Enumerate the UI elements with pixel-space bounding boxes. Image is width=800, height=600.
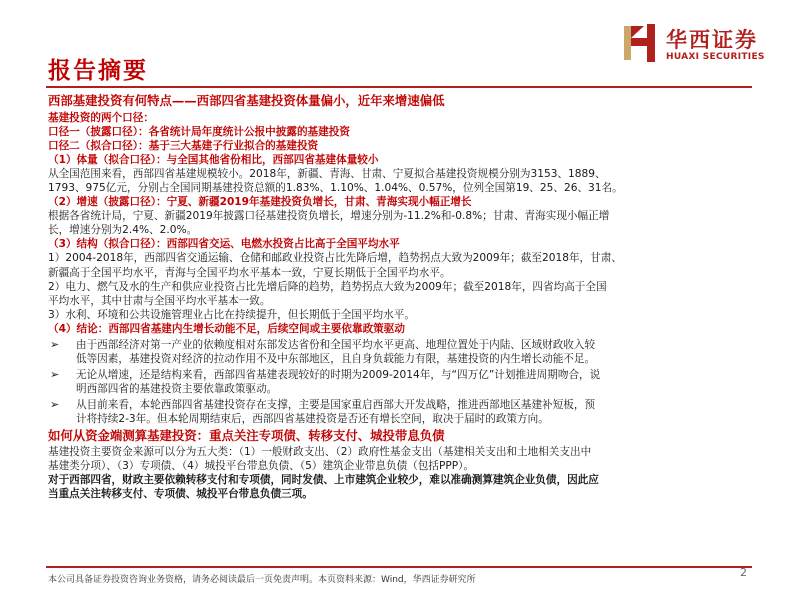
bullet-line: 由于西部经济对第一产业的依赖度相对东部发达省份和全国平均水平更高、地理位置处于内陆、区域财政收入较 [76, 339, 596, 351]
arrow-bullet-icon: ➢ [50, 338, 60, 351]
bullet-line: 无论从增速，还是结构来看，西部四省基建表现较好的时期为2009-2014年，与“四万亿”计划推进周期吻合，说 [76, 369, 601, 382]
text-line: 平均水平，其中甘肃与全国平均水平基本一致。 [48, 294, 271, 307]
disclaimer-footer: 本公司具备证券投资咨询业务资格，请务必阅读最后一页免责声明。本页资料来源：Wind，华西证券研究所 [48, 575, 476, 585]
text-line: 基建类分项）、（3）专项债、（4）城投平台带息负债、（5）建筑企业带息负债（包括PPP）。 [48, 460, 475, 473]
text-line: 基建投资主要资金来源可以分为五大类：（1）一般财政支出、（2）政府性基金支出（基建相关支出和土地相关支出中 [48, 446, 592, 459]
bullet-item [48, 398, 752, 426]
text-line: 3）水利、环境和公共设施管理业占比在持续提升，但长期低于全国平均水平。 [48, 308, 415, 321]
funding-section [48, 427, 752, 502]
summary-lines [48, 92, 752, 336]
text-line: 口径二（拟合口径）：基于三大基建子行业拟合的基建投资 [48, 139, 319, 152]
brand-name-cn: 华西证券 [666, 28, 758, 52]
text-line: 基建投资的两个口径： [48, 111, 154, 124]
text-line: 当重点关注转移支付、专项债、城投平台带息负债三项。 [48, 488, 313, 501]
huaxi-logo-icon [622, 22, 658, 64]
text-line: 口径一（披露口径）：各省统计局年度统计公报中披露的基建投资 [48, 125, 350, 138]
bullet-item [48, 368, 752, 396]
bullet-line: 从目前来看，本轮西部四省基建投资存在支撑，主要是国家重启西部大开发战略，推进西部地区基建补短板，预 [76, 399, 596, 412]
text-line: （2）增速（披露口径）：宁夏、新疆2019年基建投资负增长，甘肃、青海实现小幅正增长 [48, 196, 472, 209]
text-line: 根据各省统计局，宁夏、新疆2019年披露口径基建投资负增长，增速分别为-11.2%和-0.8%；甘肃、青海实现小幅正增 [48, 210, 610, 223]
text-line: 长，增速分别为2.4%、2.0%。 [48, 224, 198, 237]
text-line: （1）体量（拟合口径）：与全国其他省份相比，西部四省基建体量较小 [48, 153, 379, 166]
page-number: 2 [740, 566, 747, 579]
footer-divider [46, 566, 752, 568]
text-line: 对于西部四省，财政主要依赖转移支付和专项债，同时发债、上市建筑企业较少，难以准确测算建筑企业负债，因此应 [48, 474, 599, 487]
page-title: 报告摘要 [48, 58, 148, 84]
header-divider [46, 86, 752, 88]
text-line: 如何从资金端测算基建投资：重点关注专项债、转移支付、城投带息负债 [48, 427, 445, 443]
text-line: 2）电力、燃气及水的生产和供应业投资占比先增后降的趋势，趋势拐点大致为2009年；截至2018年，四省均高于全国 [48, 280, 607, 293]
arrow-bullet-icon: ➢ [50, 368, 60, 382]
brand-logo [622, 22, 782, 68]
bullet-line: 计将持续2-3年。但本轮周期结束后，西部四省基建投资是否还有增长空间，取决于届时的政策方向。 [76, 413, 549, 426]
text-line: 从全国范围来看，西部四省基建规模较小。2018年，新疆、青海、甘肃、宁夏拟合基建投资规模分别为3153、1889、 [48, 167, 606, 180]
conclusion-bullets [48, 338, 752, 427]
bullet-line: 明西部四省的基建投资主要依靠政策驱动。 [76, 383, 278, 396]
bullet-line: 低等因素，基建投资对经济的拉动作用不及中东部地区，且自身负载能力有限，基建投资的内生增长动能不足。 [76, 353, 596, 366]
text-line: 西部基建投资有何特点——西部四省基建投资体量偏小，近年来增速偏低 [48, 93, 445, 108]
text-line: （3）结构（拟合口径）：西部四省交运、电燃水投资占比高于全国平均水平 [48, 238, 400, 251]
brand-name-en: HUAXI SECURITIES [666, 52, 765, 62]
bullet-item [48, 338, 752, 366]
summary-content [48, 92, 752, 501]
text-line: 新疆高于全国平均水平，青海与全国平均水平基本一致，宁夏长期低于全国平均水平。 [48, 266, 451, 279]
arrow-bullet-icon: ➢ [50, 398, 60, 412]
text-line: （4）结论：西部四省基建内生增长动能不足，后续空间或主要依靠政策驱动 [48, 322, 405, 335]
text-line: 1793、975亿元，分别占全国同期基建投资总额的1.83%、1.10%、1.04%、0.57%，位列全国第19、25、26、31名。 [48, 181, 623, 194]
text-line: 1）2004-2018年，西部四省交通运输、仓储和邮政业投资占比先降后增，趋势拐点大致为2009年；截至2018年，甘肃、 [48, 252, 622, 265]
